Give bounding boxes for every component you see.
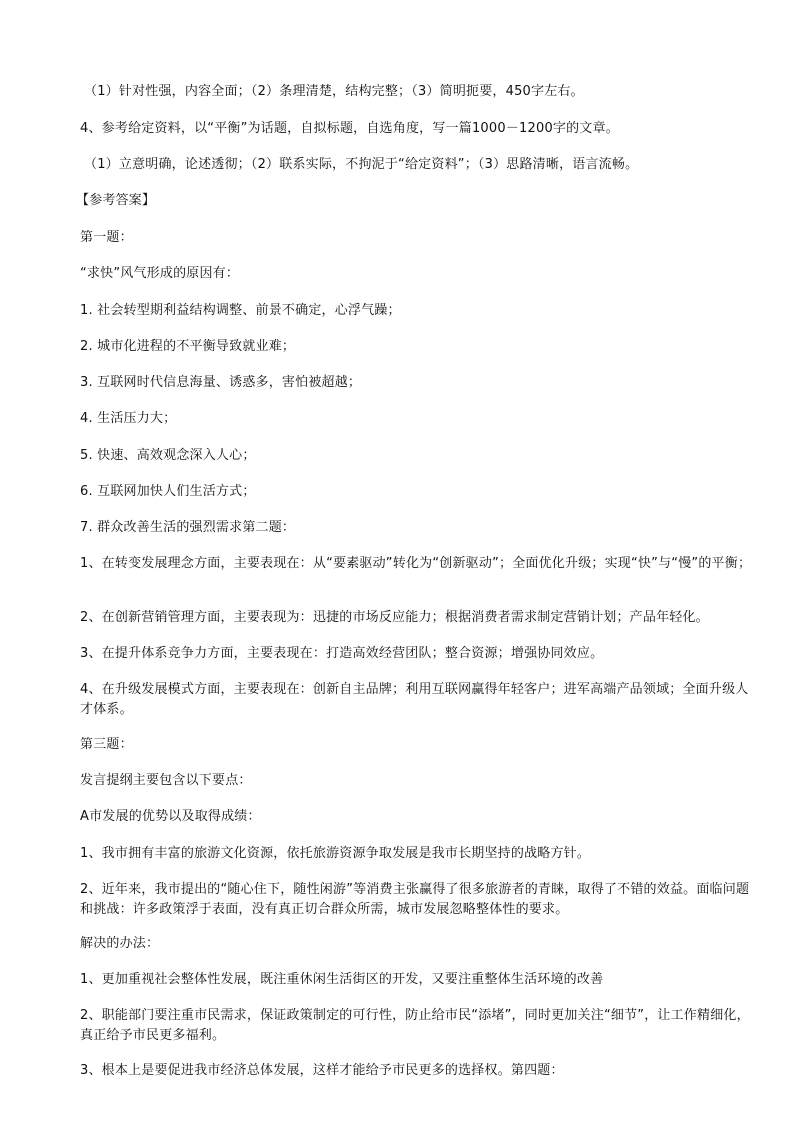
answer-1-item-5: 5. 快速、高效观念深入人心；	[80, 448, 256, 463]
solution-item-2: 2、职能部门要注重市民需求，保证政策制定的可行性，防止给市民“添堵”，同时更加关注“细节”，让工作精细化，真正给予市民更多福利。	[80, 1008, 750, 1043]
answer-2-item-4: 4、在升级发展模式方面，主要表现在：创新自主品牌；利用互联网赢得年轻客户；进军高端产品领域；全面升级人才体系。	[80, 682, 749, 717]
answer-3-strengths-heading: A市发展的优势以及取得成绩：	[80, 809, 261, 824]
section-heading-1: 第一题：	[80, 230, 133, 245]
answer-1-item-1: 1. 社会转型期利益结构调整、前景不确定，心浮气躁；	[80, 303, 401, 318]
answer-1-item-7: 7. 群众改善生活的强烈需求第二题：	[80, 520, 296, 535]
reference-answer-heading: 【参考答案】	[76, 193, 156, 208]
answer-2-item-2: 2、在创新营销管理方面，主要表现为：迅捷的市场反应能力；根据消费者需求制定营销计划；产品年轻化。	[80, 610, 709, 625]
answer-1-item-4: 4. 生活压力大；	[80, 411, 177, 426]
answer-3-item-1: 1、我市拥有丰富的旅游文化资源，依托旅游资源争取发展是我市长期坚持的战略方针。	[80, 846, 591, 861]
answer-3-item-2: 2、近年来，我市提出的“随心住下，随性闲游”等消费主张赢得了很多旅游者的青睐，取得了不错的效益。面临问题和挑战：许多政策浮于表面，没有真正切合群众所需，城市发展忽略整体性的要求。	[80, 882, 750, 917]
solution-item-1: 1、更加重视社会整体性发展，既注重休闲生活街区的开发，又要注重整体生活环境的改善	[80, 972, 604, 987]
requirement-line-1: （1）针对性强，内容全面；（2）条理清楚，结构完整；（3）简明扼要，450字左右。	[84, 84, 584, 99]
solution-item-3: 3、根本上是要促进我市经济总体发展，这样才能给予市民更多的选择权。第四题：	[80, 1063, 564, 1078]
solutions-heading: 解决的办法：	[80, 936, 160, 951]
section-heading-3: 第三题：	[80, 737, 133, 752]
answer-2-item-3: 3、在提升体系竞争力方面，主要表现在：打造高效经营团队；整合资源；增强协同效应。	[80, 646, 604, 661]
answer-1-item-2: 2. 城市化进程的不平衡导致就业难；	[80, 339, 296, 354]
requirement-line-4: （1）立意明确，论述透彻；（2）联系实际，不拘泥于“给定资料”；（3）思路清晰，语言流畅。	[84, 157, 639, 172]
answer-3-intro: 发言提纲主要包含以下要点：	[80, 773, 252, 788]
answer-1-intro: “求快”风气形成的原因有：	[80, 266, 240, 281]
answer-1-item-3: 3. 互联网时代信息海量、诱惑多，害怕被超越；	[80, 375, 362, 390]
question-4-line: 4、参考给定资料，以“平衡”为话题，自拟标题，自选角度，写一篇1000－1200字的文章。	[80, 121, 619, 136]
answer-1-item-6: 6. 互联网加快人们生活方式；	[80, 484, 256, 499]
answer-2-item-1: 1、在转变发展理念方面，主要表现在：从“要素驱动”转化为“创新驱动”；全面优化升级；实现“快”与“慢”的平衡；	[80, 556, 752, 571]
